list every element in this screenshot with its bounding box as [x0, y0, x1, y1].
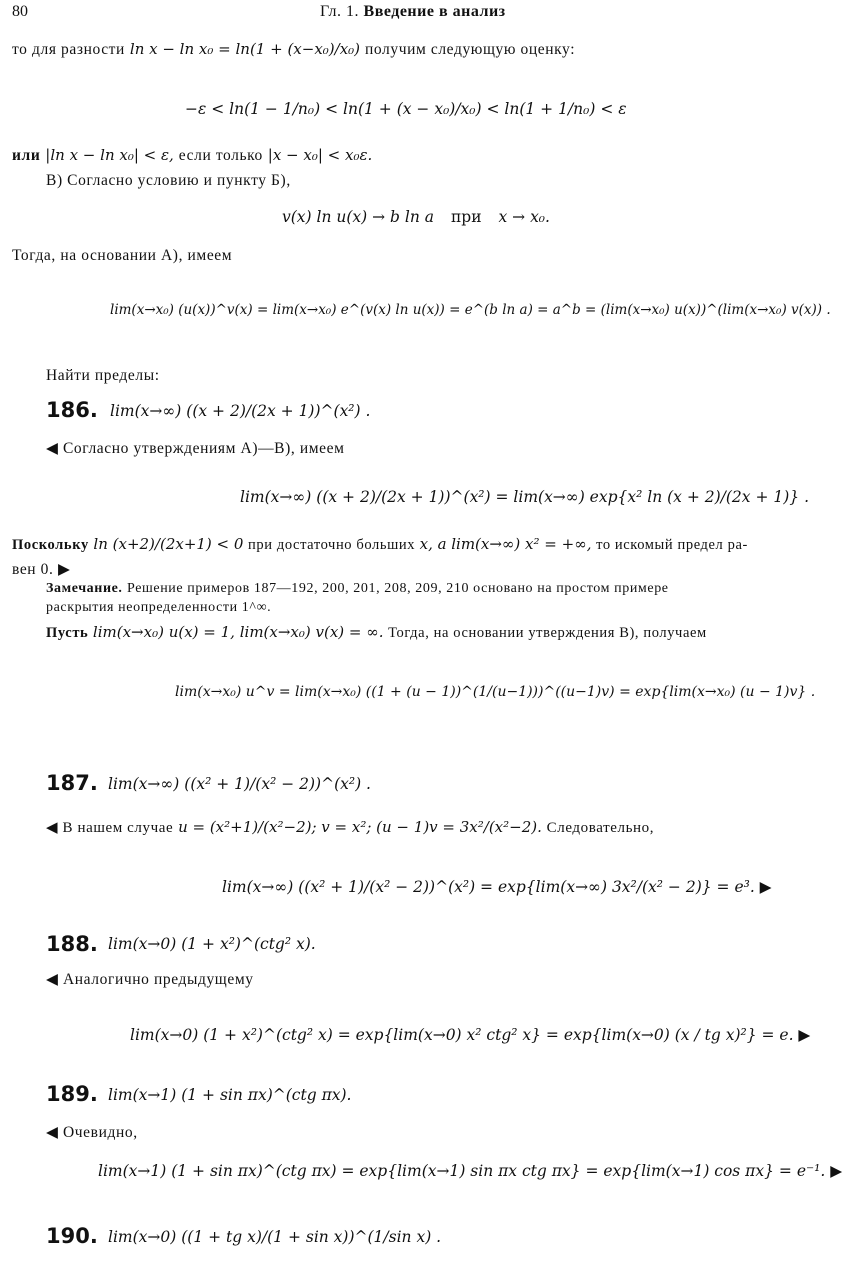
problem-189-number: 189. — [46, 1082, 98, 1106]
text-line-9: Пусть lim(x→x₀) u(x) = 1, lim(x→x₀) v(x) = ∞. Тогда, на основании утверждения В), получаем — [46, 623, 707, 641]
text-line-7: Поскольку ln (x+2)/(2x+1) < 0 при достаточно больших x, а lim(x→∞) x² = +∞, то искомый предел ра- — [12, 535, 748, 553]
text-line-3: В) Согласно условию и пункту Б), — [46, 172, 291, 189]
text-line-6: ◀ Согласно утверждениям А)—В), имеем — [46, 440, 345, 457]
equation-5: lim(x→x₀) u^v = lim(x→x₀) ((1 + (u − 1))^(1/(u−1)))^((u−1)v) = exp{lim(x→x₀) (u − 1)v} . — [175, 684, 816, 700]
problem-187-expression: lim(x→∞) ((x² + 1)/(x² − 2))^(x²) . — [108, 775, 371, 793]
problem-188-expression: lim(x→0) (1 + x²)^(ctg² x). — [108, 935, 316, 953]
remark-line-2: раскрытия неопределенности 1^∞. — [46, 600, 272, 615]
equation-7: lim(x→0) (1 + x²)^(ctg² x) = exp{lim(x→0) x² ctg² x} = exp{lim(x→0) (x / tg x)²} = e. ▶ — [130, 1026, 811, 1044]
text-line-11: ◀ Аналогично предыдущему — [46, 971, 254, 988]
remark-line-1: Замечание. Решение примеров 187—192, 200, 201, 208, 209, 210 основано на простом примере — [46, 581, 669, 596]
problem-189-expression: lim(x→1) (1 + sin πx)^(ctg πx). — [108, 1086, 352, 1104]
text-line-10: ◀ В нашем случае u = (x²+1)/(x²−2); v = x²; (u − 1)v = 3x²/(x²−2). Следовательно, — [46, 818, 655, 836]
problem-186-number: 186. — [46, 398, 98, 422]
text-line-1: то для разности ln x − ln x₀ = ln(1 + (x−x₀)/x₀) получим следующую оценку: — [12, 40, 576, 58]
text-line-2: или |ln x − ln x₀| < ε, если только |x − x₀| < x₀ε. — [12, 146, 373, 164]
problem-188-number: 188. — [46, 932, 98, 956]
problem-187-number: 187. — [46, 771, 98, 795]
equation-8: lim(x→1) (1 + sin πx)^(ctg πx) = exp{lim(x→1) sin πx ctg πx} = exp{lim(x→1) cos πx} = e⁻¹. ▶ — [98, 1162, 843, 1180]
chapter-title: Введение в анализ — [363, 3, 506, 20]
equation-3: lim(x→x₀) (u(x))^v(x) = lim(x→x₀) e^(v(x) ln u(x)) = e^(b ln a) = a^b = (lim(x→x₀) u(x))^(lim(x→x₀) v(x)) . — [110, 302, 831, 318]
equation-1: −ε < ln(1 − 1/n₀) < ln(1 + (x − x₀)/x₀) < ln(1 + 1/n₀) < ε — [185, 100, 627, 118]
problem-186-expression: lim(x→∞) ((x + 2)/(2x + 1))^(x²) . — [110, 402, 371, 420]
text-line-8: вен 0. ▶ — [12, 561, 71, 578]
text-line-5: Найти пределы: — [46, 367, 160, 384]
equation-4: lim(x→∞) ((x + 2)/(2x + 1))^(x²) = lim(x→∞) exp{x² ln (x + 2)/(2x + 1)} . — [240, 488, 810, 506]
running-head — [320, 3, 506, 21]
equation-6: lim(x→∞) ((x² + 1)/(x² − 2))^(x²) = exp{lim(x→∞) 3x²/(x² − 2)} = e³. ▶ — [222, 878, 772, 896]
text-line-12: ◀ Очевидно, — [46, 1124, 138, 1141]
equation-2: v(x) ln u(x) → b ln a при x → x₀. — [282, 208, 550, 226]
page-number: 80 — [12, 3, 28, 20]
text-line-4: Тогда, на основании А), имеем — [12, 247, 233, 264]
problem-190-number: 190. — [46, 1224, 98, 1248]
chapter-prefix: Гл. 1. — [320, 3, 360, 20]
problem-190-expression: lim(x→0) ((1 + tg x)/(1 + sin x))^(1/sin x) . — [108, 1228, 442, 1246]
